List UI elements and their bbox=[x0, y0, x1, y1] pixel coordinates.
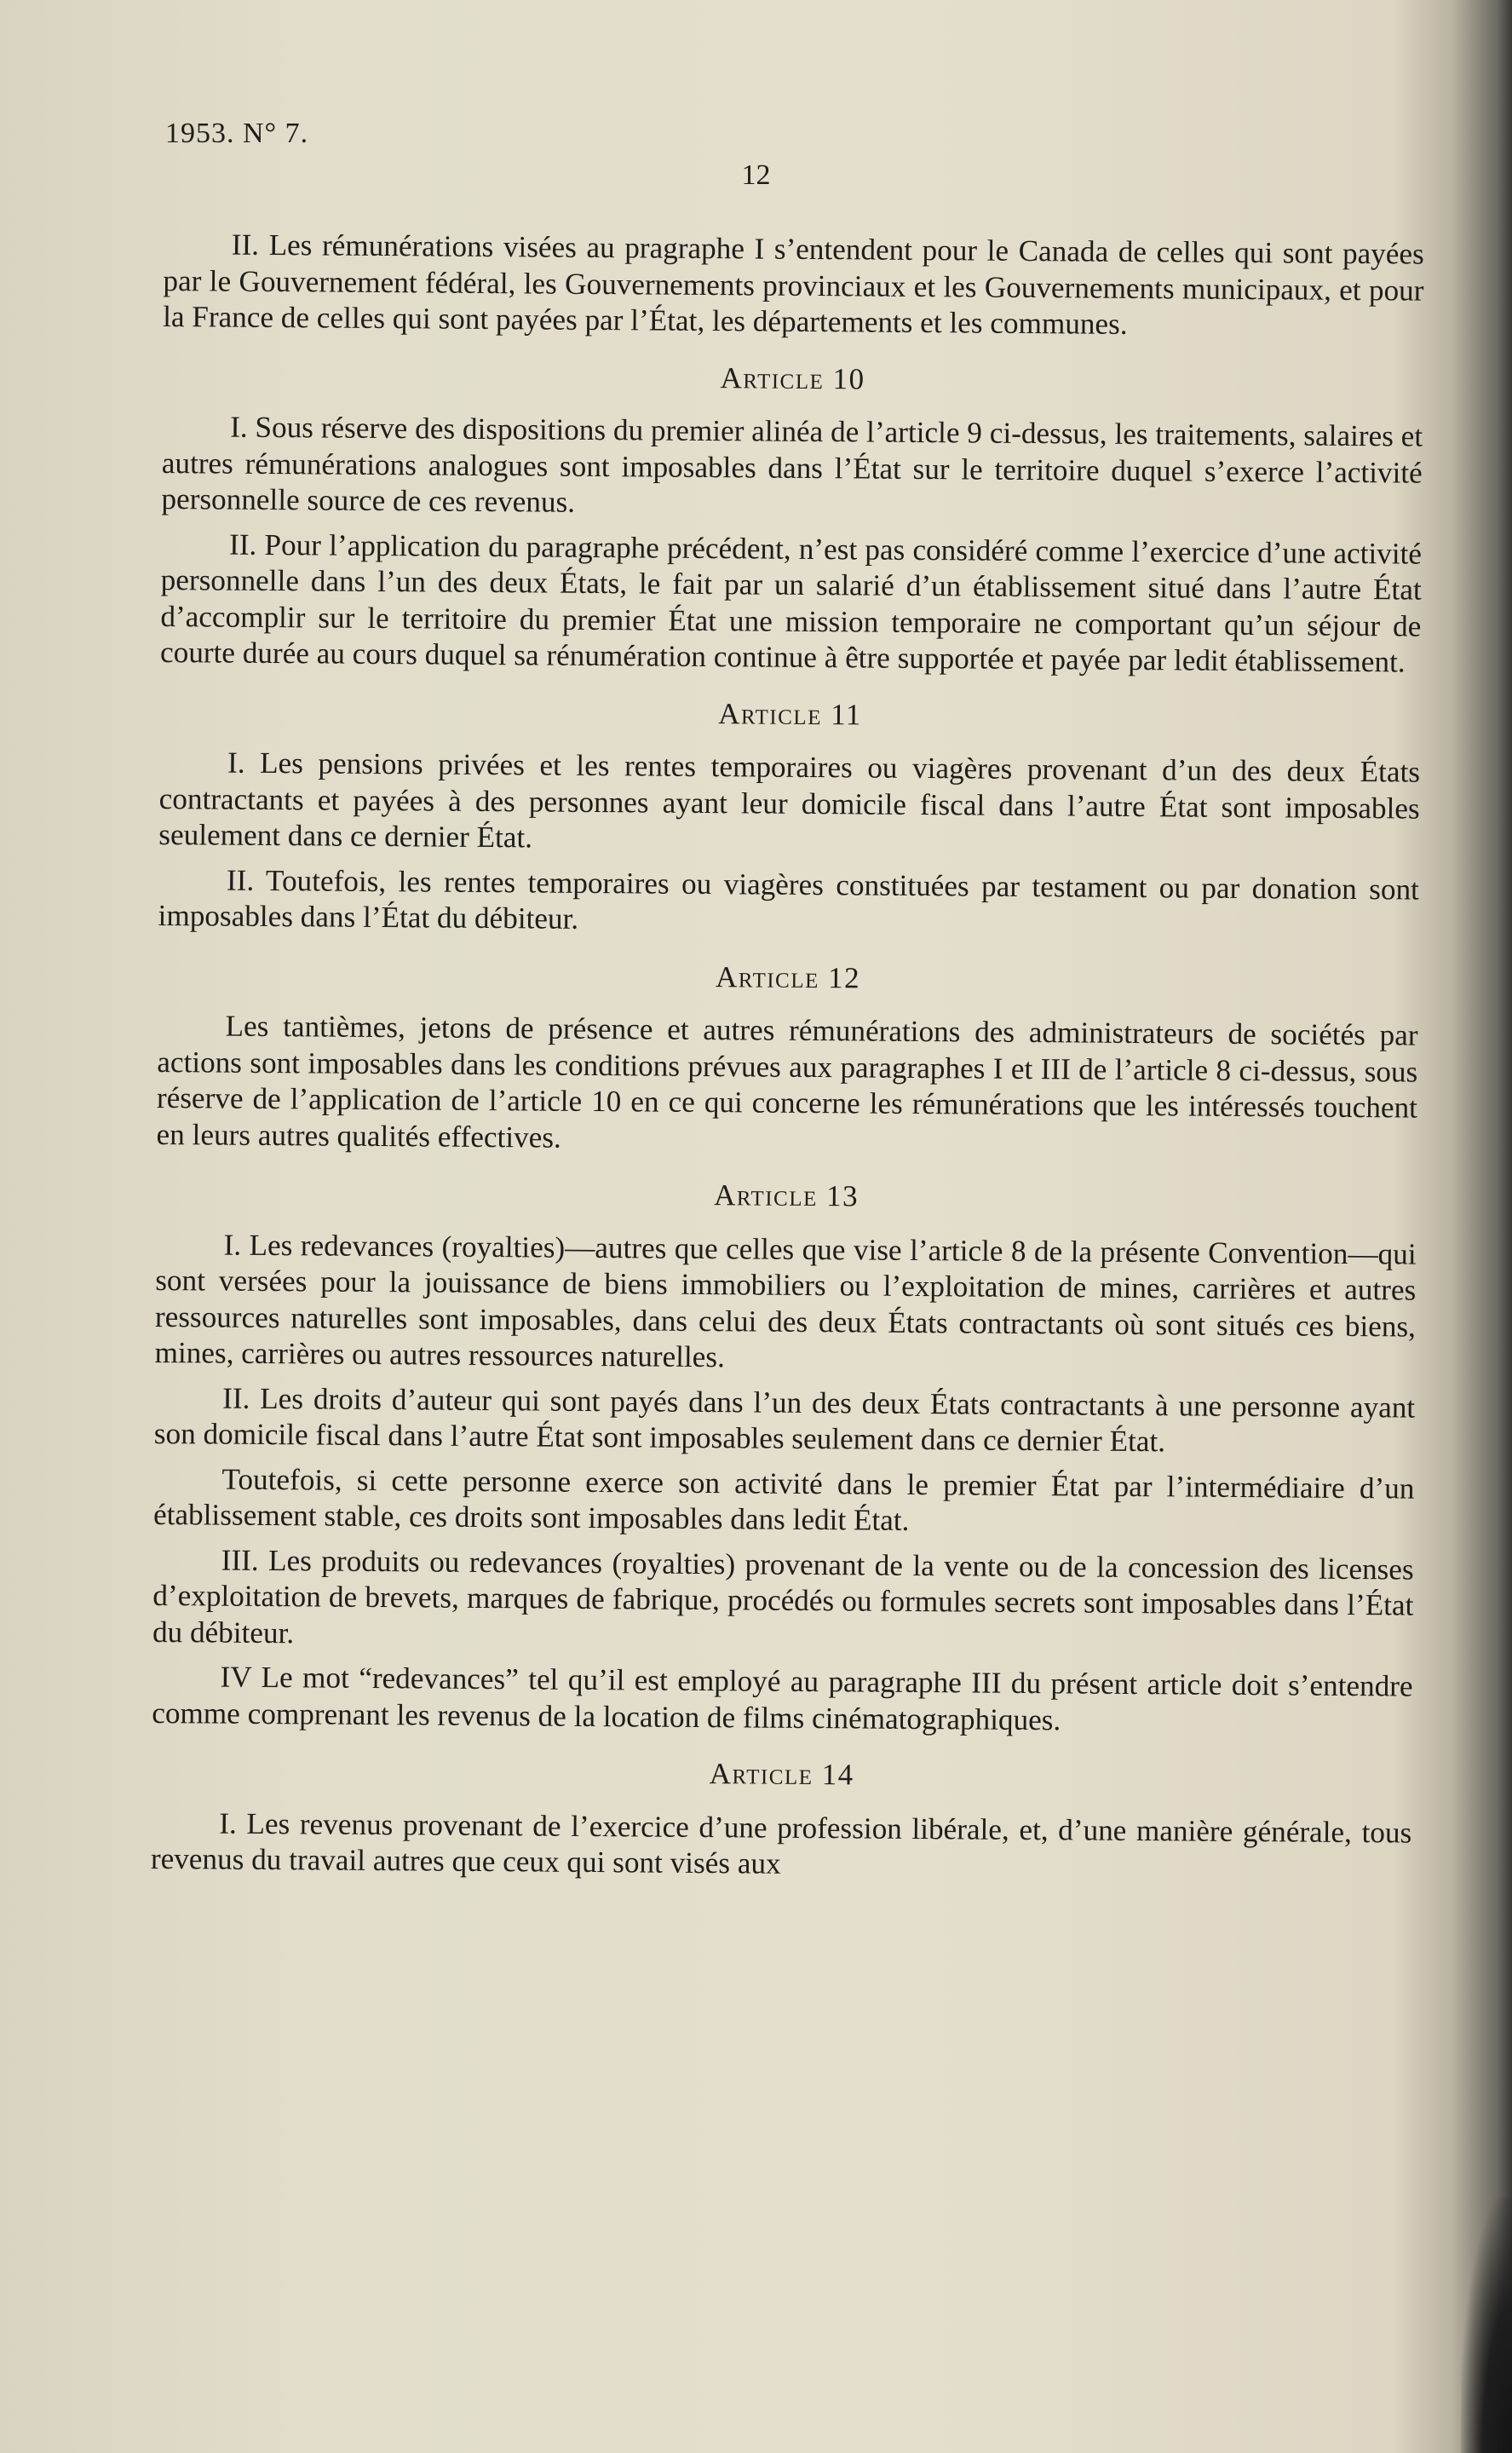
page-number: 12 bbox=[741, 159, 771, 191]
article-10-paragraph-2: II. Pour l’application du paragraphe précédent, n’est pas considéré comme l’exercice d’une activité personnelle dans l’un des deux États, le fait par un salarié d’un établissement situé dans l’autre État d’accomplir sur le territoire du premier État une mission temporaire ne comportant qu’un séjour de courte durée au cours duquel sa rénumération continue à être supportée et payée par ledit établissement. bbox=[159, 527, 1423, 679]
article-14-paragraph-1: I. Les revenus provenant de l’exercice d’une profession libérale, et, d’une manière générale, tous revenus du travail autres que ceux qui sont visés aux bbox=[150, 1806, 1412, 1880]
article-14-heading: Article 14 bbox=[709, 1757, 854, 1792]
article-10-heading: Article 10 bbox=[720, 360, 865, 395]
article-13-paragraph-2: II. Les droits d’auteur qui sont payés dans l’un des deux États contractants à une personne ayant son domicile fiscal dans l’autre État sont imposables seulement dans ce dernier État. bbox=[153, 1381, 1416, 1459]
article-11-paragraph-1: I. Les pensions privées et les rentes temporaires ou viagères provenant d’un des deux États contractants et payées à des personnes ayant leur domicile fiscal dans l’autre État sont imposables seulement dans ce dernier État. bbox=[158, 746, 1421, 855]
article-12-paragraph-1: Les tantièmes, jetons de présence et autres rémunérations des administrateurs de sociétés par actions sont imposables dans les conditions prévues aux paragraphes I et III de l’article 8 ci-dessus, sous réserve de l’application de l’article 10 en ce qui concerne les rémunérations que les intéressés touchent en leurs autres qualités effectives. bbox=[156, 1009, 1418, 1155]
article-13-paragraph-5: IV Le mot “redevances” tel qu’il est employé au paragraphe III du présent article doit s’entendre comme comprenant les revenus de la location de films cinématographiques. bbox=[152, 1660, 1413, 1736]
article-13-paragraph-1: I. Les redevances (royalties)—autres que celles que vise l’article 8 de la présente Convention—qui sont versées pour la jouissance de biens immobiliers ou l’exploitation de mines, carrières et autres ressources naturelles sont imposables, dans celui des deux États contractants où sont situés ces biens, mines, carrières ou autres ressources naturelles. bbox=[154, 1228, 1417, 1374]
running-head: 1953. N° 7. bbox=[165, 118, 309, 149]
article-11-paragraph-2: II. Toutefois, les rentes temporaires ou viagères constituées par testament ou par donation sont imposables dans l’État du débiteur. bbox=[158, 863, 1420, 936]
article-10-paragraph-1: I. Sous réserve des dispositions du premier alinéa de l’article 9 ci-dessus, les traitements, salaires et autres rémunérations analogues sont imposables dans l’État sur le territoire duquel s’exerce l’activité personnelle source de ces revenus. bbox=[161, 410, 1423, 519]
article-13-heading: Article 13 bbox=[713, 1178, 859, 1213]
article-13-paragraph-4: III. Les produits ou redevances (royalties) provenant de la vente ou de la concession des licenses d’exploitation de brevets, marques de fabrique, procédés ou formules secrets sont imposables dans l’État du débiteur. bbox=[152, 1543, 1414, 1650]
article-13-paragraph-3: Toutefois, si cette personne exerce son activité dans le premier État par l’intermédiaire d’un établissement stable, ces droits sont imposables dans ledit État. bbox=[152, 1462, 1415, 1537]
article-9-paragraph-2: II. Les rémunérations visées au pragraphe I s’entendent pour le Canada de celles qui sont payées par le Gouvernement fédéral, les Gouvernements provinciaux et les Gouvernements municipaux, et pour la France de celles qui sont payées par l’État, les départements et les communes. bbox=[163, 227, 1424, 341]
article-12-heading: Article 12 bbox=[715, 959, 861, 994]
binding-shadow bbox=[1461, 2197, 1512, 2453]
document-body bbox=[151, 227, 1424, 1896]
article-11-heading: Article 11 bbox=[718, 696, 863, 731]
